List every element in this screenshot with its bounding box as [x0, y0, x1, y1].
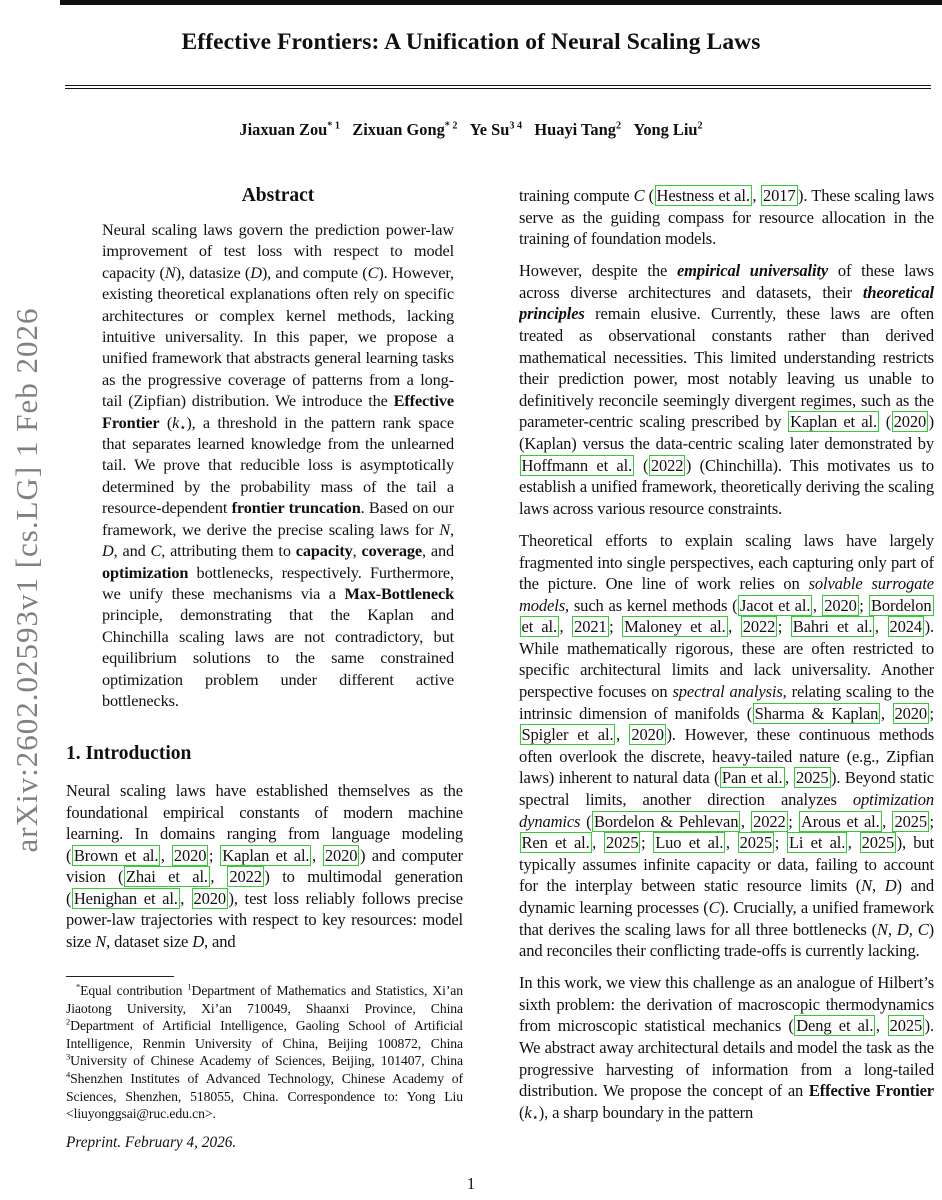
text-segment: , [160, 845, 172, 865]
text-segment: , [874, 617, 888, 637]
introduction-text [66, 780, 463, 952]
text-segment: k [172, 412, 180, 432]
text-segment: 4 [66, 1069, 71, 1080]
text-segment: * 1 [327, 120, 340, 132]
text-segment: , [210, 867, 227, 887]
citation-link[interactable]: Arous et al. [800, 811, 880, 831]
text-segment: , [882, 811, 892, 831]
text-segment: , such as kernel methods ( [565, 595, 738, 615]
body-paragraph [519, 972, 934, 1123]
text-segment: Ye Su [469, 120, 510, 139]
text-segment: , relating scaling to the intrinsic dimension of manifolds ( [519, 682, 934, 723]
text-segment: ), a threshold in the pattern rank space that separates learned knowledge from the unlearned tail. We prove that reducible loss is asymptotically determined by the probability mass of the tail a resource-dependent [102, 412, 454, 518]
paper-title: Effective Frontiers: A Unification of Neural Scaling Laws [181, 29, 761, 55]
citation-link[interactable]: 2025 [861, 833, 895, 853]
text-segment: , [725, 833, 738, 853]
citation-link[interactable]: Bahri et al. [792, 617, 873, 637]
text-segment [522, 120, 534, 139]
citation-link[interactable]: 2025 [795, 768, 829, 788]
text-segment: ; [929, 703, 934, 723]
text-segment [340, 120, 352, 139]
text-segment: ( [519, 1102, 525, 1122]
text-segment: , [740, 811, 751, 831]
author-line [38, 120, 904, 140]
text-segment: Yong Liu [633, 120, 698, 139]
citation-link[interactable]: Deng et al. [796, 1016, 874, 1036]
text-segment: solvable surrogate models [519, 574, 934, 615]
citation-link[interactable]: Hoffmann et al. [521, 455, 633, 475]
text-segment: ; [208, 845, 220, 865]
text-segment: ; [774, 833, 787, 853]
citation-link[interactable]: Zhai et al. [125, 867, 208, 887]
text-segment: Theoretical efforts to explain scaling laws have largely fragmented into single perspectives, each capturing only part of the picture. One line of work relies on [519, 530, 934, 594]
text-segment: N, D [861, 876, 897, 896]
text-segment: ). While mathematically rigorous, these are often restricted to specific architectural limits and lack universality. Another perspective focuses on [519, 617, 934, 702]
text-segment [457, 120, 469, 139]
citation-link[interactable]: 2022 [229, 867, 262, 887]
text-segment: 1 [187, 981, 192, 992]
text-segment: ). Crucially, a unified framework that derives the scaling laws for all three bottlenecks ( [519, 898, 934, 939]
text-segment: , and [422, 541, 454, 561]
text-segment: , [450, 519, 454, 539]
citation-link[interactable]: 2024 [889, 617, 923, 637]
citation-link[interactable]: Bordelon et al. [521, 595, 932, 637]
citation-link[interactable]: 2020 [893, 412, 927, 432]
citation-link[interactable]: 2020 [824, 595, 857, 615]
citation-link[interactable]: Hestness et al. [656, 186, 750, 205]
text-segment: bottlenecks, respectively. Furthermore, we unify these mechanisms via a [102, 562, 454, 603]
text-segment: , [559, 617, 572, 637]
text-segment: ) and dynamic learning processes ( [519, 876, 934, 917]
text-segment: , [880, 703, 892, 723]
footnote-text [66, 982, 463, 1123]
text-segment: ; [859, 595, 869, 615]
text-segment: , [180, 888, 191, 908]
citation-link[interactable]: Ren et al. [521, 833, 590, 853]
text-segment: D [102, 541, 114, 561]
text-segment: , [752, 186, 761, 205]
citation-link[interactable]: 2022 [650, 455, 684, 475]
text-segment: ; [640, 833, 653, 853]
text-segment: Max-Bottleneck [344, 583, 454, 603]
text-segment: ). Beyond static spectral limits, another direction analyzes [519, 768, 934, 810]
text-segment: ). These scaling laws serve as the guiding compass for resource allocation in the training of foundation models. [519, 186, 934, 249]
citation-link[interactable]: Henighan et al. [73, 888, 178, 908]
text-segment: ) and reconciles their conflicting trade-offs is currently lacking. [519, 919, 934, 961]
text-segment: , [311, 845, 323, 865]
text-segment: ; [788, 811, 799, 831]
text-segment: ( [580, 811, 592, 831]
text-segment: ; [929, 811, 934, 831]
text-segment: Department of Mathematics and Statistics, Xi’an Jiaotong University, Xi’an 710049, Shaanxi Province, China [66, 983, 463, 1016]
text-segment: ( [634, 455, 649, 475]
text-segment: ) (Kaplan) versus the data-centric scaling later demonstrated by [519, 412, 934, 454]
text-segment: * [76, 981, 81, 992]
text-segment: ; [777, 617, 791, 637]
footnote-rule [66, 976, 174, 977]
text-segment: coverage [361, 541, 423, 561]
text-segment: University of Chinese Academy of Sciences, Beijing, 101407, China [70, 1053, 463, 1069]
text-segment: Neural scaling laws have established themselves as the foundational empirical constants of modern machine learning. In domains ranging from language modeling ( [66, 781, 463, 865]
text-segment: 3 4 [509, 120, 523, 132]
abstract-text [102, 219, 454, 711]
text-segment: C [708, 898, 720, 917]
citation-link[interactable]: Bordelon & Pehlevan [594, 811, 739, 831]
text-segment: , [812, 595, 822, 615]
text-segment: spectral analysis [672, 682, 783, 702]
top-rule [60, 0, 942, 5]
citation-link[interactable]: 2020 [324, 845, 358, 865]
citation-link[interactable]: 2017 [763, 186, 796, 205]
text-segment: ; [609, 617, 622, 637]
page-number: 1 [466, 1174, 476, 1193]
text-segment: ), and compute ( [261, 262, 368, 282]
citation-link[interactable]: 2022 [753, 811, 786, 831]
text-segment: of these laws across diverse architectures and datasets, their [519, 261, 934, 302]
text-segment: Neural scaling laws govern the prediction power-law improvement of test loss with respect to model capacity ( [102, 220, 454, 282]
citation-link[interactable]: 2020 [631, 725, 664, 745]
text-segment: , [352, 541, 362, 561]
text-segment: Zixuan Gong [352, 120, 445, 139]
citation-link[interactable]: 2020 [173, 845, 207, 865]
text-segment: optimization dynamics [519, 790, 934, 831]
text-segment: Department of Artificial Intelligence, Gaoling School of Artificial Intelligence, Renmin University of China, Beijing 100872, China [66, 1018, 463, 1051]
text-segment: capacity [295, 541, 353, 561]
text-segment: D [250, 262, 262, 282]
citation-link[interactable]: 2025 [605, 833, 639, 853]
text-segment: ), datasize ( [175, 262, 251, 282]
text-segment: However, despite the [519, 261, 677, 281]
citation-link[interactable]: 2022 [742, 617, 776, 637]
text-segment: ⋆ [179, 421, 187, 434]
citation-link[interactable]: 2021 [574, 617, 607, 637]
text-segment [621, 120, 633, 139]
citation-link[interactable]: Sharma & Kaplan [754, 703, 879, 723]
citation-link[interactable]: 2025 [894, 811, 927, 831]
text-segment: ) and computer vision ( [66, 845, 463, 887]
title-rule [65, 85, 931, 89]
text-segment: D [192, 931, 205, 951]
citation-link[interactable]: Spigler et al. [521, 725, 614, 745]
text-segment: 2 [615, 120, 622, 132]
text-segment: , [875, 1016, 888, 1036]
text-segment: 2 [697, 120, 703, 132]
text-segment: ⋆ [531, 1111, 539, 1124]
text-segment: In this work, we view this challenge as an analogue of Hilbert’s sixth problem: the derivation of macroscopic thermodynamics from microscopic statistical mechanics ( [519, 973, 934, 1036]
text-segment: ) to multimodal generation ( [66, 867, 463, 908]
citation-link[interactable]: Kaplan et al. [222, 845, 310, 865]
citation-link[interactable]: Pan et al. [721, 768, 783, 788]
text-segment: ( [159, 412, 173, 432]
text-segment: Effective Frontier [102, 391, 454, 432]
text-segment: ). However, these continuous methods often overlook the discrete, heavy-tailed nature (e.g., Zipfian laws) inherent to natural data ( [519, 725, 934, 788]
text-segment: , and [113, 541, 151, 561]
citation-link[interactable]: Kaplan et al. [790, 412, 877, 432]
citation-link[interactable]: Maloney et al. [624, 617, 726, 637]
text-segment: Equal contribution [80, 983, 188, 998]
body-paragraph [519, 530, 934, 962]
text-segment: optimization [102, 562, 189, 582]
text-segment: 2 [66, 1016, 71, 1027]
abstract-heading: Abstract [241, 185, 315, 206]
text-segment: Effective Frontier [808, 1081, 934, 1101]
text-segment: N [95, 931, 107, 951]
citation-link[interactable]: 2025 [739, 833, 773, 853]
text-segment: k [524, 1102, 532, 1122]
text-segment: ) (Chinchilla). This motivates us to establish a unified framework, theoretically deriving the scaling laws across various resource constraints. [519, 455, 934, 518]
section-heading-introduction: 1. Introduction [66, 743, 192, 765]
text-segment: C [367, 262, 379, 282]
citation-link[interactable]: Li et al. [788, 833, 846, 853]
body-paragraph [519, 185, 934, 250]
text-segment: ). However, existing theoretical explanations often rely on specific architectures or complex kernel methods, lacking intuitive universality. In this paper, we propose a unified framework that abstracts general learning tasks as the progressive coverage of patterns from a long-tail (Zipfian) distribution. We introduce the [102, 262, 454, 411]
text-segment: ( [644, 186, 655, 205]
text-segment: Huayi Tang [534, 120, 616, 139]
text-segment: ), a sharp boundary in the pattern [538, 1102, 754, 1122]
left-column [66, 185, 463, 977]
text-segment: , [615, 725, 629, 745]
text-segment: , [785, 768, 794, 788]
text-segment: frontier truncation [231, 498, 361, 518]
text-segment: , [847, 833, 860, 853]
preprint-note: Preprint. February 4, 2026. [66, 1134, 237, 1151]
text-segment: C [633, 186, 645, 205]
citation-link[interactable]: Brown et al. [73, 845, 159, 865]
text-segment: empirical universality [676, 261, 829, 281]
text-segment: Jiaxuan Zou [239, 120, 328, 139]
citation-link[interactable]: Luo et al. [655, 833, 724, 853]
text-segment: ( [879, 412, 892, 432]
text-segment: training compute [519, 186, 634, 205]
citation-link[interactable]: 2020 [193, 888, 227, 908]
text-segment: N [439, 519, 451, 539]
text-segment: ). We abstract away architectural details and model the task as the progressive harvesting of information from a long-tailed distribution. We propose the concept of an [519, 1016, 934, 1101]
text-segment: . Based on our framework, we derive the precise scaling laws for [102, 498, 454, 539]
text-segment: ), but typically assumes infinite capacity or data, failing to account for the interplay between static resource limits ( [519, 833, 934, 896]
text-segment: , [728, 617, 741, 637]
citation-link[interactable]: 2020 [894, 703, 928, 723]
text-segment: * 2 [444, 120, 458, 132]
text-segment: , attributing them to [161, 541, 296, 561]
text-segment: , and [204, 931, 236, 951]
text-segment: ), test loss reliably follows precise power-law trajectories with respect to key resources: model size [66, 888, 463, 951]
citation-link[interactable]: Jacot et al. [740, 595, 811, 615]
text-segment: N, D, C [877, 919, 929, 939]
arxiv-watermark: arXiv:2602.02593v1 [cs.LG] 1 Feb 2026 [9, 307, 44, 853]
right-column [519, 185, 934, 1177]
text-segment: , dataset size [106, 931, 193, 951]
text-segment: principle, demonstrating that the Kaplan and Chinchilla scaling laws are not contradictory, but equilibrium solutions to the same constrained optimization problem under different active bottlenecks. [102, 605, 454, 710]
text-segment: C [150, 541, 162, 561]
text-segment: , [592, 833, 604, 853]
text-segment: theoretical principles [519, 282, 934, 324]
text-segment: Shenzhen Institutes of Advanced Technology, Chinese Academy of Sciences, Shenzhen, 518055, China. Correspondence to: Yong Liu <liuyonggsai@ruc.edu.cn>. [66, 1070, 463, 1122]
citation-link[interactable]: 2025 [889, 1016, 923, 1036]
text-segment: N [164, 262, 176, 282]
text-segment: remain elusive. Currently, these laws are often treated as observational constants rather than derived mathematical necessities. This limited understanding restricts their prediction power, most notably leaving us unable to definitively reconcile seemingly divergent regimes, such as the parameter-centric scaling prescribed by [519, 304, 934, 432]
text-segment: 3 [66, 1051, 71, 1062]
body-paragraph [519, 260, 934, 519]
